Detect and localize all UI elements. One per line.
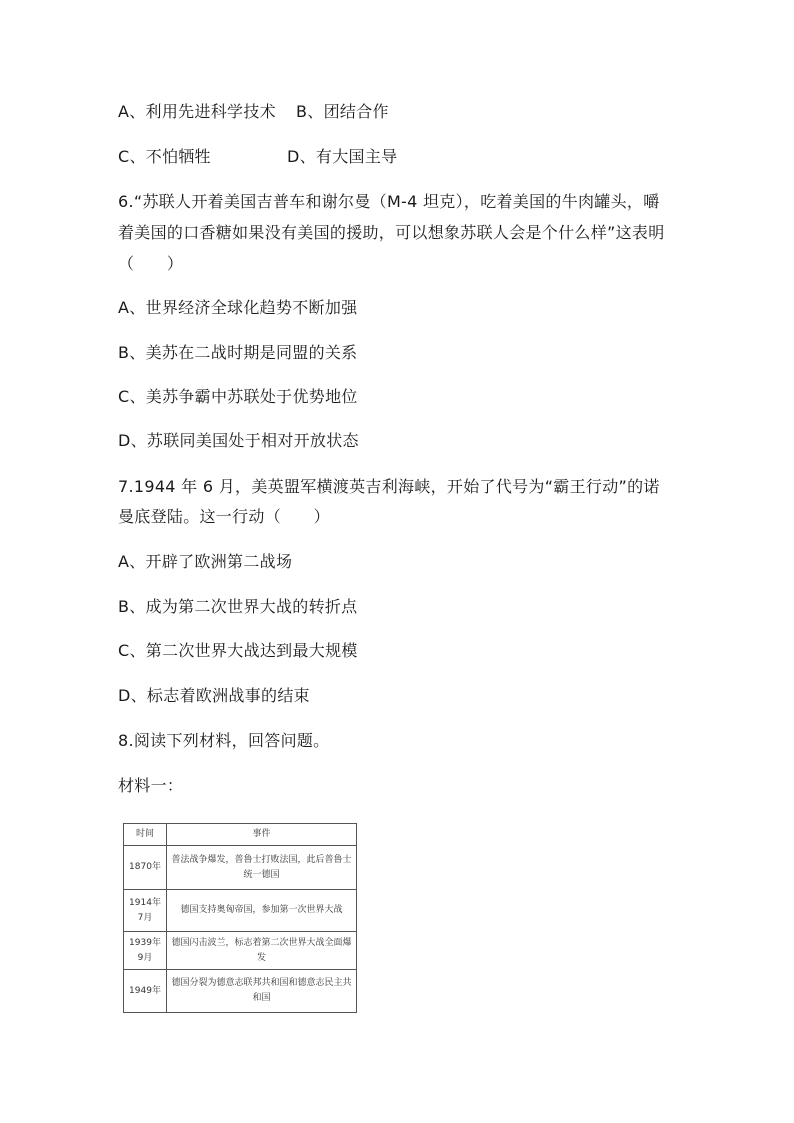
q6-stem-line-3: （ ） — [118, 254, 184, 273]
q7-option-a: A、开辟了欧洲第二战场 — [118, 552, 293, 571]
q7-option-d: D、标志着欧洲战事的结束 — [118, 686, 310, 705]
q5-option-a: A、利用先进科学技术 — [118, 102, 276, 121]
q6-option-c: C、美苏争霸中苏联处于优势地位 — [118, 387, 358, 406]
material-one-label: 材料一： — [118, 776, 184, 795]
table-row — [124, 890, 357, 932]
row-time: 1949年 — [124, 970, 167, 1013]
table-row — [124, 932, 357, 970]
q6-option-a: A、世界经济全球化趋势不断加强 — [118, 298, 358, 317]
header-event: 事件 — [167, 824, 357, 846]
q6-option-d: D、苏联同美国处于相对开放状态 — [118, 431, 359, 450]
row-event: 德国分裂为德意志联邦共和国和德意志民主共和国 — [167, 970, 357, 1013]
q7-stem-line-2: 曼底登陆。这一行动（ ） — [118, 507, 330, 526]
table-header-row — [124, 824, 357, 846]
row-event: 德国支持奥匈帝国，参加第一次世界大战 — [167, 890, 357, 932]
table-row — [124, 846, 357, 890]
row-time: 1939年9月 — [124, 932, 167, 970]
q7-option-b: B、成为第二次世界大战的转折点 — [118, 597, 358, 616]
events-table — [123, 823, 357, 1013]
header-time: 时间 — [124, 824, 167, 846]
row-event: 普法战争爆发，普鲁士打败法国，此后普鲁士统一德国 — [167, 846, 357, 890]
row-event: 德国闪击波兰，标志着第二次世界大战全面爆发 — [167, 932, 357, 970]
q6-stem-line-2: 着美国的口香糖如果没有美国的援助，可以想象苏联人会是个什么样”这表明 — [118, 223, 665, 242]
q6-stem-line-1: 6.“苏联人开着美国吉普车和谢尔曼（M-4 坦克），吃着美国的牛肉罐头，嚼 — [118, 192, 660, 211]
q5-option-c: C、不怕牺牲 — [118, 147, 211, 166]
table-row — [124, 970, 357, 1013]
q8-stem: 8.阅读下列材料，回答问题。 — [118, 731, 330, 750]
q6-option-b: B、美苏在二战时期是同盟的关系 — [118, 343, 358, 362]
q7-option-c: C、第二次世界大战达到最大规模 — [118, 641, 358, 660]
q5-option-d: D、有大国主导 — [287, 147, 398, 166]
q5-option-b: B、团结合作 — [296, 102, 389, 121]
row-time: 1870年 — [124, 846, 167, 890]
q7-stem-line-1: 7.1944 年 6 月，美英盟军横渡英吉利海峡，开始了代号为“霸王行动”的诺 — [118, 477, 660, 496]
row-time: 1914年7月 — [124, 890, 167, 932]
